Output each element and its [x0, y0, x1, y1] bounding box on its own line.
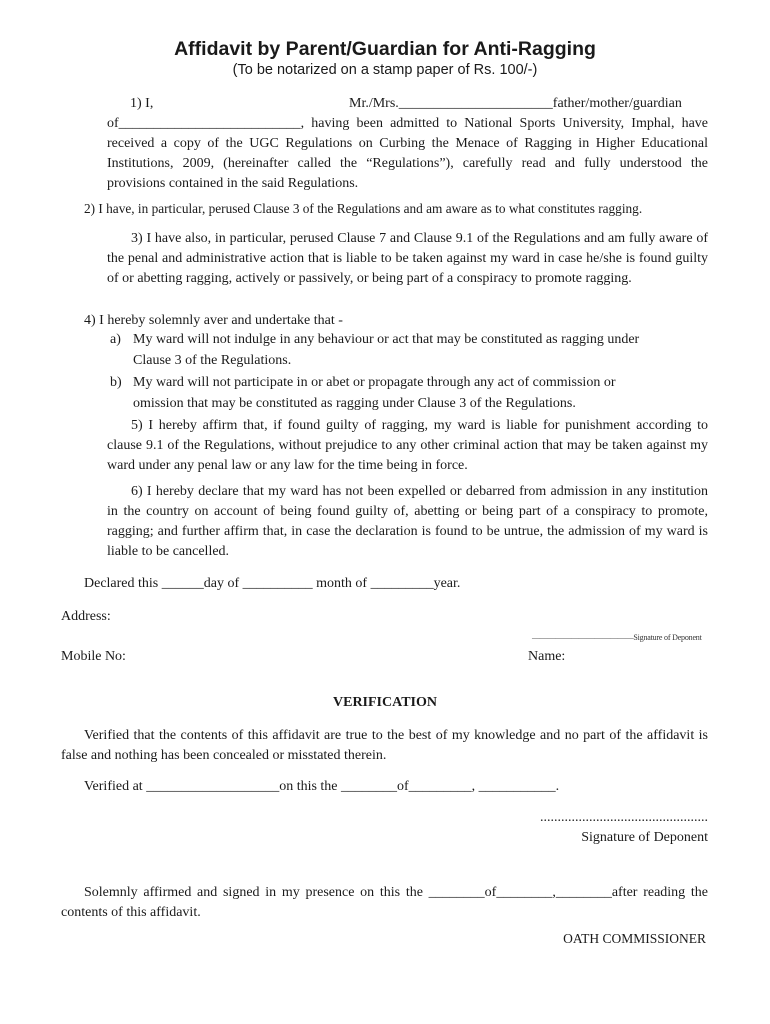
document-title: Affidavit by Parent/Guardian for Anti-Ragging [174, 38, 596, 60]
para-1-guardian-line: Mr./Mrs.______________________father/mother/guardian [349, 96, 682, 111]
mobile-label: Mobile No: [61, 649, 126, 664]
para-3: 3) I have also, in particular, perused Clause 7 and Clause 9.1 of the Regulations and am fully aware of the penal and administrative action that is liable to be taken against my ward in case he/she is found guilty of or abetting ragging, actively or passively, or being part of a conspiracy to promote ragging. [107, 231, 708, 286]
verification-text: Verified that the contents of this affidavit are true to the best of my knowledge and no part of the affidavit is false and nothing has been concealed or misstated therein. [61, 728, 708, 763]
oath-commissioner: OATH COMMISSIONER [563, 931, 706, 946]
para-1-lead: 1) I, [130, 96, 154, 111]
signature-of-deponent: Signature of Deponent [581, 830, 708, 845]
para-4a-marker: a) [110, 332, 121, 347]
para-6: 6) I hereby declare that my ward has not been expelled or debarred from admission in any institution in the country on account of being found guilty of, abetting or being part of a conspiracy to promote, ragging; and further affirm that, in case the declaration is found to be untrue, the admission of my ward is liable to be cancelled. [107, 484, 708, 559]
affirmed-text: Solemnly affirmed and signed in my presence on this the ________of________,________after reading the contents of this affidavit. [61, 885, 708, 920]
para-4a-line-1: My ward will not indulge in any behaviour or act that may be constituted as ragging under [133, 332, 640, 347]
para-4a-line-2: Clause 3 of the Regulations. [133, 353, 292, 368]
verification-heading: VERIFICATION [333, 695, 437, 710]
document-subtitle: (To be notarized on a stamp paper of Rs. 100/-) [232, 62, 538, 78]
para-4b-line-2: omission that may be constituted as ragging under Clause 3 of the Regulations. [133, 396, 576, 411]
para-4b-marker: b) [110, 375, 122, 390]
para-4: 4) I hereby solemnly aver and undertake that - [84, 313, 343, 328]
signature-small-line: —————————————Signature of Deponent [532, 633, 702, 642]
verified-at-line: Verified at ___________________on this the ________of_________, ___________. [84, 779, 560, 794]
signature-dots: ................................................ [540, 810, 708, 825]
para-4b-line-1: My ward will not participate in or abet or propagate through any act of commission or [133, 375, 616, 390]
declared-line: Declared this ______day of __________ month of _________year. [84, 576, 461, 591]
address-label: Address: [61, 609, 111, 624]
para-1-body: of__________________________, having been admitted to National Sports University, Imphal, have received a copy of the UGC Regulations on Curbing the Menace of Ragging in Higher Educational Institutions, 2009, (hereinafter called the “Regulations”), carefully read and fully understood the provisions contained in the said Regulations. [107, 116, 708, 191]
para-5: 5) I hereby affirm that, if found guilty of ragging, my ward is liable for punishment according to clause 9.1 of the Regulations, without prejudice to any other criminal action that may be taken against my ward under any penal law or any law for the time being in force. [107, 418, 708, 473]
para-2: 2) I have, in particular, perused Clause 3 of the Regulations and am aware as to what constitutes ragging. [84, 201, 643, 216]
name-label: Name: [528, 649, 566, 664]
